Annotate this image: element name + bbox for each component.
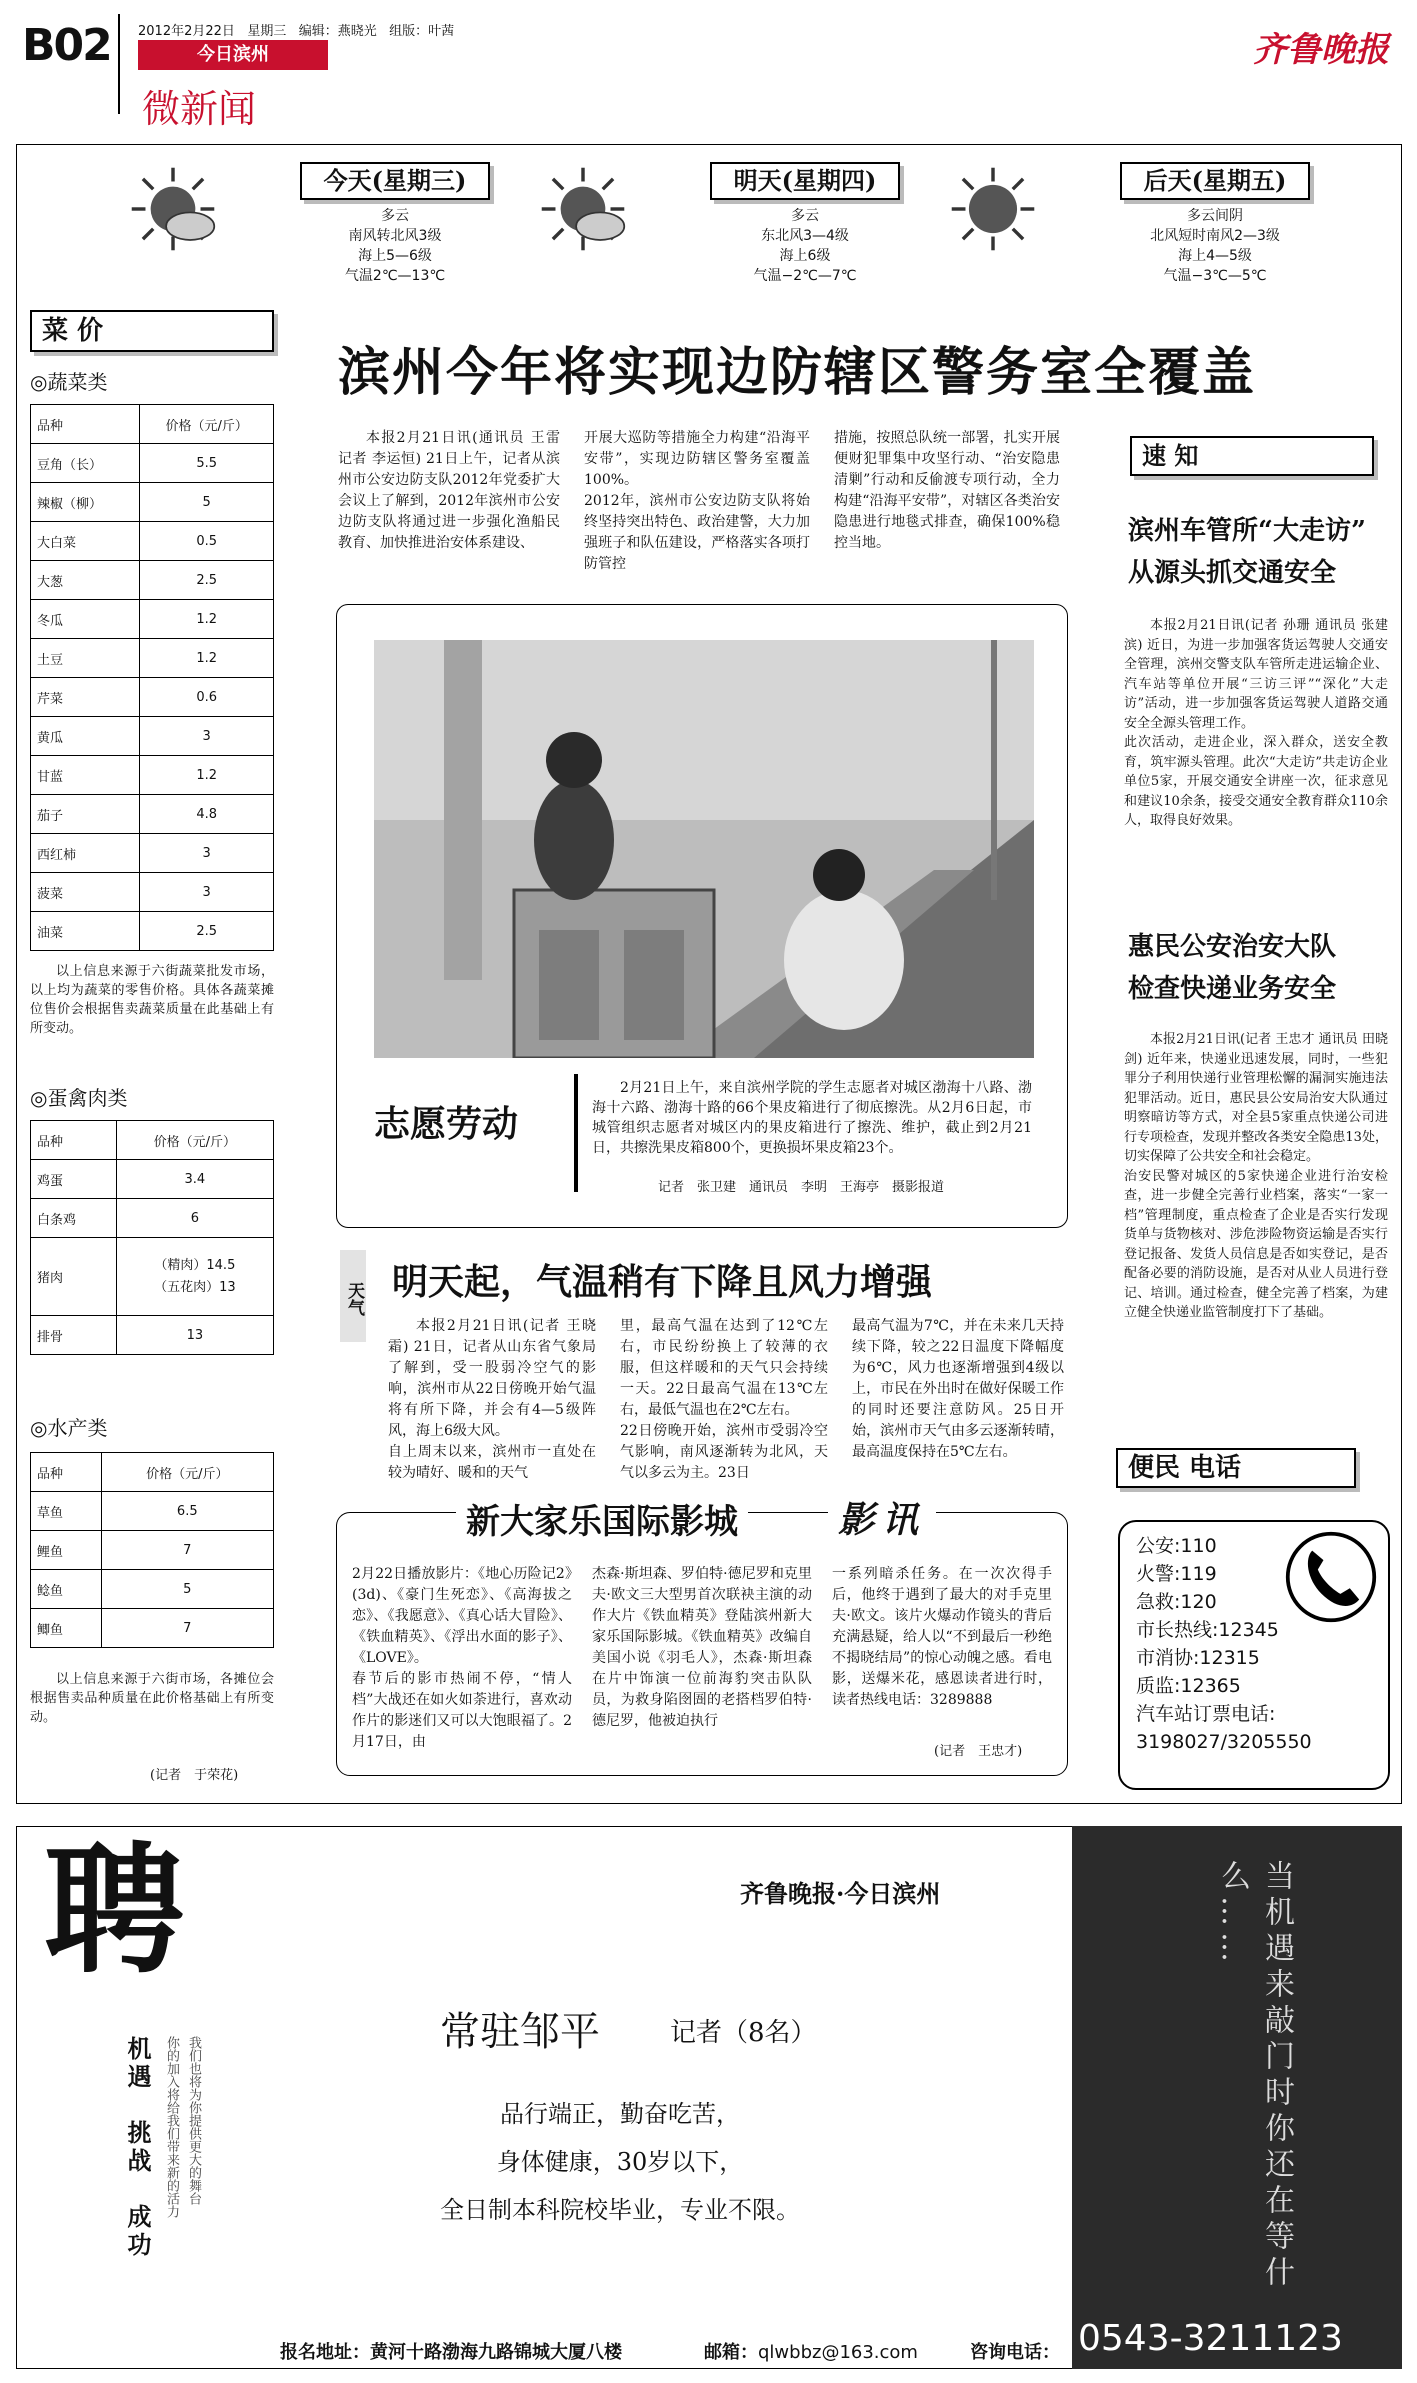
weather-wind: 北风短时南风2—3级	[1150, 228, 1280, 244]
item-price: 0.6	[140, 678, 274, 717]
item-price: 6.5	[101, 1492, 273, 1531]
issue-date: 2012年2月22日	[138, 24, 235, 39]
weather-sea: 海上5—6级	[358, 248, 432, 264]
table-row	[31, 756, 274, 795]
col-item: 品种	[31, 1121, 117, 1160]
veg-note: 以上信息来源于六街蔬菜批发市场，以上均为蔬菜的零售价格。具体各蔬菜摊位售价会根据售卖蔬菜质量在此基础上有所变动。	[30, 964, 274, 1036]
item-name: 鲫鱼	[31, 1609, 102, 1648]
item-price: 6	[116, 1199, 273, 1238]
item-price: 1.2	[140, 756, 274, 795]
page-code: B02	[22, 20, 111, 71]
weather-day-label: 今天(星期三)	[300, 162, 490, 200]
prices-title: 菜 价	[30, 310, 274, 352]
weather-details	[710, 206, 900, 286]
weather-sky: 多云间阴	[1187, 208, 1243, 224]
item-price: 3	[140, 717, 274, 756]
item-price: 13	[116, 1316, 273, 1355]
hotline-item: 急救:120	[1136, 1591, 1217, 1613]
hotline-item: 公安:110	[1136, 1535, 1217, 1557]
photo-caption: 2月21日上午，来自滨州学院的学生志愿者对城区渤海十八路、渤海十六路、渤海十路的66个果皮箱进行了彻底擦洗。从2月6日起，市城管组织志愿者对城区内的果皮箱进行了擦洗、维护，截止到2月21日，共擦洗果皮箱800个，更换损坏果皮箱23个。	[592, 1080, 1032, 1156]
table-row	[31, 561, 274, 600]
table-row	[31, 717, 274, 756]
ad-slogan-3: 我们也将为你提供更大的舞台	[186, 2036, 201, 2205]
col-price: 价格（元/斤）	[116, 1121, 273, 1160]
weather-temp: 气温−2℃—7℃	[753, 268, 857, 284]
table-header-row	[31, 405, 274, 444]
table-row	[31, 912, 274, 951]
weather-sea: 海上6级	[779, 248, 831, 264]
ad-requirement: 全日制本科院校毕业，专业不限。	[440, 2196, 800, 2224]
table-row	[31, 834, 274, 873]
weather-details	[1110, 206, 1320, 286]
table-header-row	[31, 1453, 274, 1492]
table-row	[31, 1492, 274, 1531]
ad-requirement: 身体健康，30岁以下，	[496, 2148, 744, 2176]
item-name: 西红柿	[31, 834, 140, 873]
volunteer-photo	[374, 640, 1034, 1058]
issue-weekday: 星期三	[247, 24, 287, 39]
item-price: 5.5	[140, 444, 274, 483]
col-item: 品种	[31, 1453, 102, 1492]
cinema-col-2: 杰森·斯坦森、罗伯特·德尼罗和克里夫·欧文三大型男首次联袂主演的动作大片《铁血精英》登陆滨州新大家乐国际影城。《铁血精英》改编自美国小说《羽毛人》，杰森·斯坦森在片中饰演一位前海豹突击队队员，为救身陷囹圄的老搭档罗伯特·德尼罗，他被迫执行	[592, 1566, 812, 1729]
brief-headline-1: 滨州车管所“大走访” 从源头抓交通安全	[1128, 516, 1366, 588]
item-price: 7	[101, 1609, 273, 1648]
table-row	[31, 483, 274, 522]
editor: 编辑：燕晓光	[298, 24, 377, 39]
item-price: 4.8	[140, 795, 274, 834]
item-name: 土豆	[31, 639, 140, 678]
egg-header: ◎蛋禽肉类	[30, 1086, 128, 1110]
weather-sky: 多云	[381, 208, 409, 224]
volunteer-photo-image	[374, 640, 1034, 1058]
brief-title: 速 知	[1130, 436, 1374, 476]
item-name: 草鱼	[31, 1492, 102, 1531]
item-name: 辣椒（柳）	[31, 483, 140, 522]
ad-brand: 齐鲁晚报·今日滨州	[740, 1879, 941, 1908]
brief-headline-2: 惠民公安治安大队 检查快递业务安全	[1128, 932, 1337, 1004]
weather-wind: 南风转北风3级	[348, 228, 442, 244]
item-price: 7	[101, 1531, 273, 1570]
table-row	[31, 1160, 274, 1199]
table-row	[31, 1531, 274, 1570]
ad-tel-label: 咨询电话：	[970, 2342, 1060, 2363]
brief-text-1: 本报2月21日讯(记者 孙珊 通讯员 张建滨) 近日，为进一步加强客货运驾驶人交通安全管理，滨州交警支队车管所走进运输企业、汽车站等单位开展“三访三评”“深化”大走访”活动，进一步加强客货运驾驶人道路交通安全全源头管理工作。 此次活动，走进企业，深入群众，送安全教育，筑牢源头管理。此次“大走访”共走访企业单位5家，开展交通安全讲座一次，征求意见和建议10余条，接受交通安全教育群众110余人，取得良好效果。	[1124, 618, 1388, 828]
mail-value: qlwbbz@163.com	[758, 2342, 918, 2363]
hotlines-title: 便民 电话	[1116, 1448, 1356, 1488]
hotline-item: 市消协:12315	[1136, 1647, 1260, 1669]
ad-position: 常驻邹平	[440, 2009, 600, 2055]
item-name: 大白菜	[31, 522, 140, 561]
item-price: 2.5	[140, 561, 274, 600]
weather-tomorrow	[540, 162, 940, 302]
addr-label: 报名地址：	[280, 2342, 370, 2363]
item-name: 油菜	[31, 912, 140, 951]
aqua-header: ◎水产类	[30, 1416, 108, 1440]
col-price: 价格（元/斤）	[101, 1453, 273, 1492]
item-price: 2.5	[140, 912, 274, 951]
item-price: 3.4	[116, 1160, 273, 1199]
item-name: 甘蓝	[31, 756, 140, 795]
aqua-price-table	[30, 1452, 274, 1648]
item-name: 茄子	[31, 795, 140, 834]
ad-requirements	[380, 2090, 860, 2234]
ad-mail-row	[704, 2338, 918, 2364]
table-row	[31, 1570, 274, 1609]
weather-sea: 海上4—5级	[1178, 248, 1252, 264]
item-name: 冬瓜	[31, 600, 140, 639]
weather-day-label: 后天(星期五)	[1120, 162, 1310, 200]
cloudy-sun-icon	[540, 166, 626, 252]
table-row	[31, 795, 274, 834]
addr-value: 黄河十路渤海九路锦城大厦八楼	[370, 2342, 622, 2363]
cinema-headline: 新大家乐国际影城	[456, 1494, 748, 1543]
lead-col-1: 本报2月21日讯(通讯员 王雷 记者 李运恒) 21日上午，记者从滨州市公安边防支队2012年党委扩大会议上了解到，2012年滨州市公安边防支队将通过进一步强化渔船民教育、加快推进治安体系建设、	[338, 430, 560, 551]
ad-role: 记者（8名）	[670, 2018, 817, 2048]
subsection-title: 微新闻	[142, 87, 257, 131]
weather-strip	[130, 162, 1370, 302]
hotline-item: 3198027/3205550	[1136, 1731, 1312, 1753]
item-price: （精肉）14.5 （五花肉）13	[116, 1238, 273, 1316]
weather-day-after	[950, 162, 1370, 302]
ad-right-slogan: 当机遇来敲门时你还在等什么……	[1215, 1860, 1294, 2292]
ad-big-char: 聘	[44, 1829, 185, 1993]
item-name: 鲶鱼	[31, 1570, 102, 1609]
cloudy-sun-icon	[130, 166, 216, 252]
photo-title: 志愿劳动	[374, 1103, 519, 1145]
table-row	[31, 678, 274, 717]
hotline-item: 质监:12365	[1136, 1675, 1241, 1697]
weather-details	[300, 206, 490, 286]
item-price: 1.2	[140, 600, 274, 639]
ad-requirement: 品行端正，勤奋吃苦，	[500, 2100, 740, 2128]
table-header-row	[31, 1121, 274, 1160]
table-row	[31, 639, 274, 678]
lead-headline: 滨州今年将实现边防辖区警务室全覆盖	[338, 342, 1257, 403]
ad-contact-row	[280, 2338, 622, 2364]
telephone-icon	[1284, 1530, 1378, 1624]
photo-credit: 记者 张卫建 通讯员 李明 王海亭 摄影报道	[658, 1180, 945, 1195]
weather-story-tag: 天气	[340, 1250, 366, 1342]
weather-today	[130, 162, 530, 302]
lead-col-3: 措施，按照总队统一部署，扎实开展便财犯罪集中攻坚行动、“治安隐患清剿”行动和反偷渡专项行动，全力构建“沿海平安带”，对辖区各类治安隐患进行地毯式排查，确保100%稳控当地。	[834, 430, 1060, 551]
cinema-byline: (记者 王忠才)	[934, 1744, 1023, 1759]
item-price: 5	[140, 483, 274, 522]
item-name: 大葱	[31, 561, 140, 600]
item-name: 菠菜	[31, 873, 140, 912]
ad-slogan-1: 机遇 挑战 成功	[123, 2036, 152, 2260]
item-price: 5	[101, 1570, 273, 1609]
section-banner: 今日滨州	[138, 40, 328, 70]
col-price: 价格（元/斤）	[140, 405, 274, 444]
weather-story-col-3: 最高气温为7℃，并在未来几天持续下降，较之22日温度下降幅度为6℃，风力也逐渐增强到4级以上，市民在外出时在做好保暖工作的同时还要注意防风。25日开始，滨州市天气由多云逐渐转晴，最高温度保持在5℃左右。	[852, 1318, 1064, 1460]
item-name: 芹菜	[31, 678, 140, 717]
weather-wind: 东北风3—4级	[761, 228, 849, 244]
item-name: 猪肉	[31, 1238, 117, 1316]
brief-text-2: 本报2月21日讯(记者 王忠才 通讯员 田晓剑) 近年来，快递业迅速发展，同时，一些犯罪分子利用快递行业管理松懈的漏洞实施违法犯罪活动。近日，惠民县公安局治安大队通过明察暗访等方式，对全县5家重点快递公司进行专项检查，发现并整改各类安全隐患13处，切实保障了公共安全和社会稳定。 治安民警对城区的5家快递企业进行治安检查，进一步健全完善行业档案，落实“一家一档”管理制度，重点检查了企业是否实行发现货单与货物核对、涉危涉险物资运输是否实行登记报备、发货人员信息是否如实登记，是否配备必要的消防设施，是否对从业人员进行登记、培训。通过检查，健全完善了档案，为建立健全快递业监管制度打下了基础。	[1124, 1032, 1388, 1320]
item-name: 排骨	[31, 1316, 117, 1355]
weather-story-col-1: 本报2月21日讯(记者 王晓霜) 21日，记者从山东省气象局了解到，受一股弱冷空气的影响，滨州市从22日傍晚开始气温将有所下降，并会有4—5级阵风，海上6级大风。 自上周末以来，滨州市一直处在较为晴好、暖和的天气	[388, 1318, 596, 1481]
item-name: 鸡蛋	[31, 1160, 117, 1199]
layout-editor: 组版：叶茜	[389, 24, 455, 39]
col-item: 品种	[31, 405, 140, 444]
table-row	[31, 522, 274, 561]
veg-header: ◎蔬菜类	[30, 370, 108, 394]
lead-col-2: 开展大巡防等措施全力构建“沿海平安带”，实现边防辖区警务室覆盖100%。 2012年，滨州市公安边防支队将始终坚持突出特色、政治建警，大力加强班子和队伍建设，严格落实各项打防管控	[584, 430, 810, 572]
item-price: 1.2	[140, 639, 274, 678]
veg-table-wrap	[30, 404, 274, 951]
ad-slogan-2: 你的加入将给我们带来新的活力	[164, 2036, 179, 2218]
mail-label: 邮箱：	[704, 2342, 758, 2363]
veg-price-table	[30, 404, 274, 951]
sun-icon	[950, 166, 1036, 252]
brand-logo: 齐鲁晚报	[1253, 30, 1389, 70]
table-row	[31, 873, 274, 912]
masthead-divider	[118, 14, 120, 114]
cinema-tag: 影讯	[828, 1492, 936, 1543]
hotline-item: 火警:119	[1136, 1563, 1217, 1585]
weather-temp: 气温2℃—13℃	[344, 268, 446, 284]
item-name: 豆角（长）	[31, 444, 140, 483]
item-name: 白条鸡	[31, 1199, 117, 1238]
aqua-table-wrap	[30, 1452, 274, 1648]
aqua-note: 以上信息来源于六街市场，各摊位会根据售卖品种质量在此价格基础上有所变动。	[30, 1672, 274, 1725]
table-row	[31, 1238, 274, 1316]
table-row	[31, 444, 274, 483]
cinema-col-3: 一系列暗杀任务。在一次次得手后，他终于遇到了最大的对手克里夫·欧文。该片火爆动作镜头的背后充满悬疑，给人以“不到最后一秒绝不揭晓结局”的惊心动魄之感。看电影，送爆米花，感恩读者进行时，读者热线电话：3289888	[832, 1566, 1052, 1708]
table-row	[31, 600, 274, 639]
caption-rule	[574, 1074, 578, 1192]
ad-tel-value: 0543-3211123	[1078, 2318, 1343, 2359]
hotline-item: 汽车站订票电话:	[1136, 1703, 1276, 1725]
item-price: 3	[140, 834, 274, 873]
table-row	[31, 1316, 274, 1355]
item-price: 0.5	[140, 522, 274, 561]
item-name: 黄瓜	[31, 717, 140, 756]
cinema-col-1: 2月22日播放影片：《地心历险记2》(3d)、《豪门生死恋》、《高海拔之恋》、《我愿意》、《真心话大冒险》、《铁血精英》、《浮出水面的影子》、《LOVE》。 春节后的影市热闹不停，“情人档”大战还在如火如荼进行，喜欢动作片的影迷们又可以大饱眼福了。2月17日，由	[352, 1566, 572, 1750]
item-name: 鲤鱼	[31, 1531, 102, 1570]
egg-price-table	[30, 1120, 274, 1355]
masthead-meta	[138, 20, 454, 39]
prices-byline: (记者 于荣花)	[150, 1768, 239, 1783]
hotline-item: 市长热线:12345	[1136, 1619, 1279, 1641]
weather-story-headline: 明天起，气温稍有下降且风力增强	[392, 1261, 933, 1303]
weather-day-label: 明天(星期四)	[710, 162, 900, 200]
egg-table-wrap	[30, 1120, 274, 1355]
weather-temp: 气温−3℃—5℃	[1163, 268, 1267, 284]
table-row	[31, 1609, 274, 1648]
weather-sky: 多云	[791, 208, 819, 224]
table-row	[31, 1199, 274, 1238]
item-price: 3	[140, 873, 274, 912]
weather-story-col-2: 里，最高气温在达到了12℃左右，市民纷纷换上了较薄的衣服，但这样暖和的天气只会持续一天。22日最高气温在13℃左右，最低气温也在2℃左右。 22日傍晚开始，滨州市受弱冷空气影响，南风逐渐转为北风，天气以多云为主。23日	[620, 1318, 828, 1481]
